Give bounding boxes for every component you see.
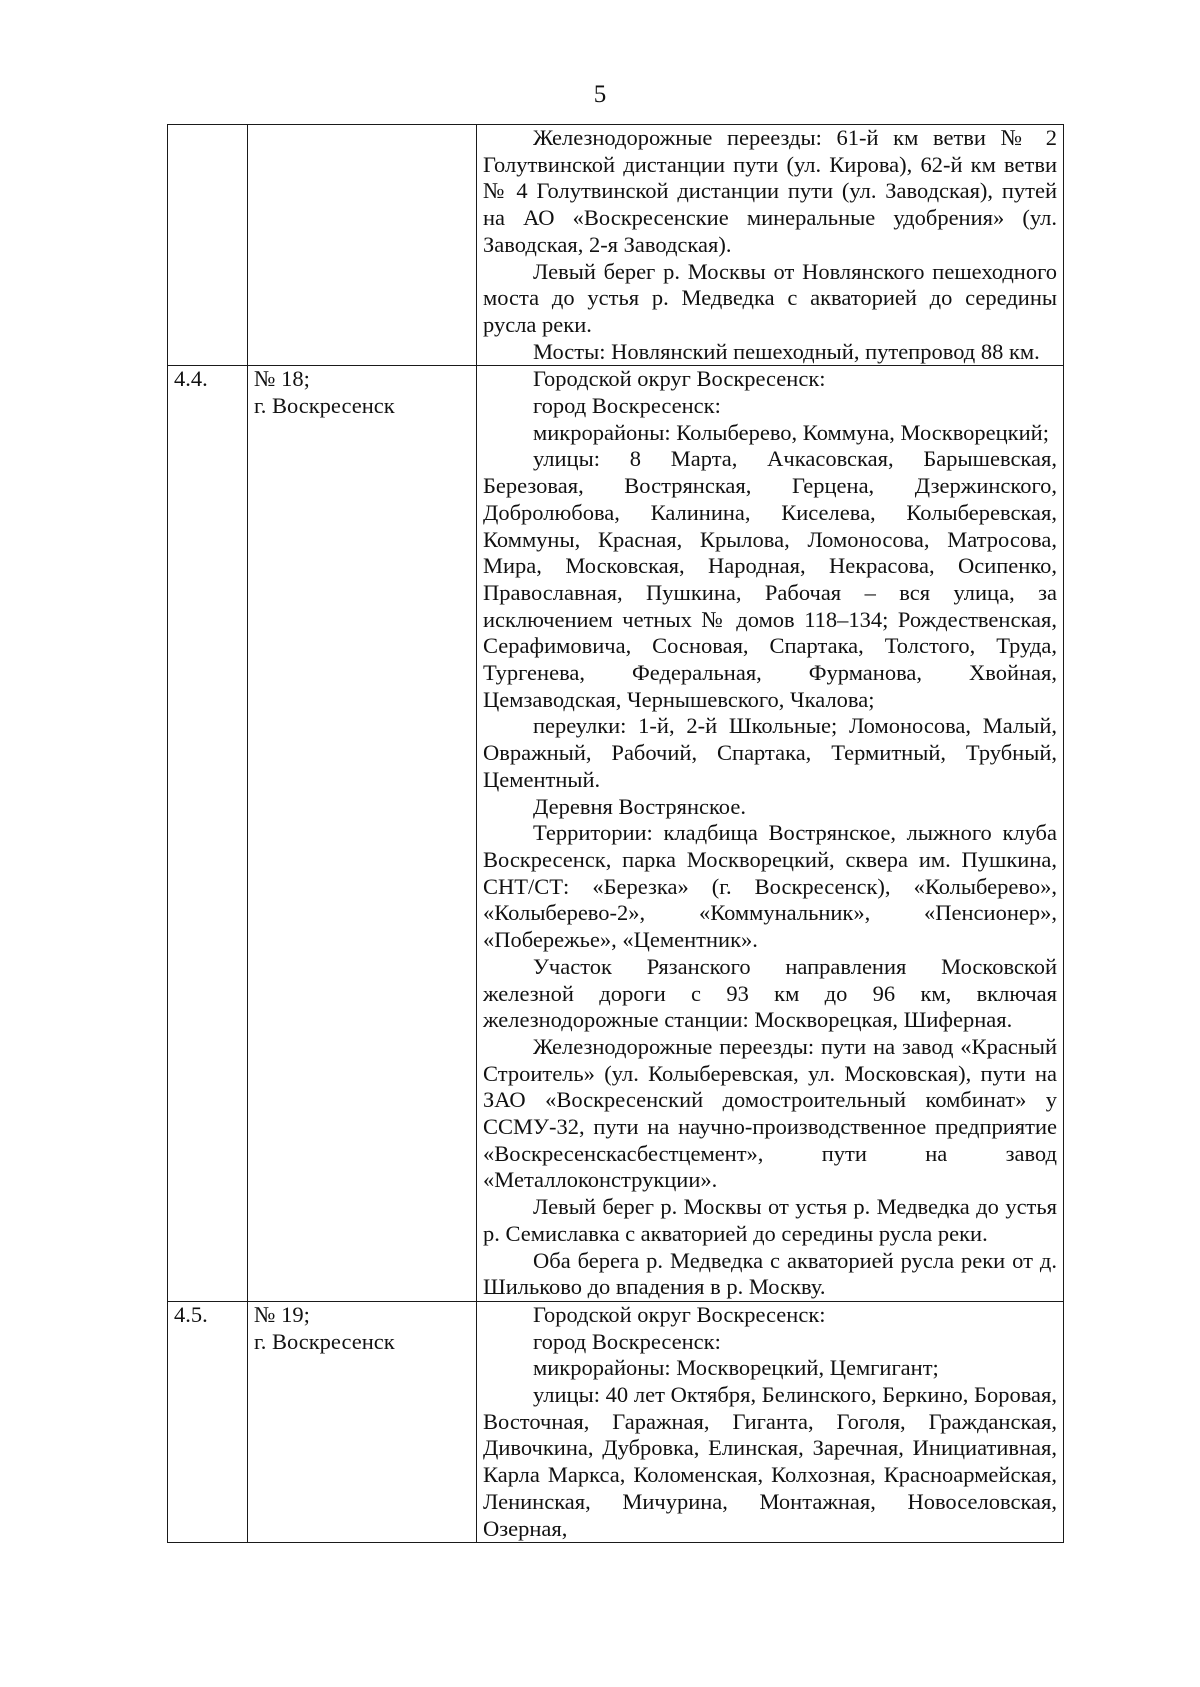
description-paragraph: Участок Рязанского направления Московской железной дороги с 93 км до 96 км, включая железнодорожные станции: Москворецкая, Шиферная.	[483, 953, 1057, 1033]
table-row	[168, 366, 1064, 1302]
description-paragraph: микрорайоны: Москворецкий, Цемгигант;	[533, 1355, 939, 1381]
description-paragraph: Городской округ Воскресенск:	[533, 366, 826, 392]
district-table	[167, 124, 1064, 1543]
page-number: 5	[593, 81, 607, 108]
row-number-cell: 4.5.	[168, 1301, 248, 1542]
description-cell	[477, 1301, 1064, 1542]
description-paragraph: Железнодорожные переезды: пути на завод «Красный Строитель» (ул. Колыберевская, ул. Московская), пути на ЗАО «Воскресенский домостроительный комбинат» у ССМУ-32, пути на научно-производственное предприятие «Воскресенскасбестцемент», пути на завод «Металлоконструкции».	[483, 1033, 1057, 1193]
district-city: г. Воскресенск	[254, 393, 395, 419]
description-paragraph: город Воскресенск:	[533, 1328, 721, 1354]
description-cell	[477, 125, 1064, 366]
district-number: № 18;	[254, 366, 310, 392]
description-paragraph: улицы: 40 лет Октября, Белинского, Беркино, Боровая, Восточная, Гаражная, Гиганта, Гоголя, Гражданская, Дивочкина, Дубровка, Елинская, Заречная, Инициативная, Карла Маркса, Коломенская, Колхозная, Красноармейская, Ленинская, Мичурина, Монтажная, Новоселовская, Озерная,	[483, 1382, 1057, 1541]
table-row	[168, 1301, 1064, 1542]
district-cell	[248, 1301, 477, 1542]
description-paragraph: микрорайоны: Колыберево, Коммуна, Москворецкий;	[533, 419, 1049, 445]
district-cell	[248, 366, 477, 1302]
district-city: г. Воскресенск	[254, 1328, 395, 1354]
row-number-cell: 4.4.	[168, 366, 248, 1302]
description-paragraph: Оба берега р. Медведка с акваторией русла реки от д. Шильково до впадения в р. Москву.	[483, 1247, 1057, 1300]
description-paragraph: Железнодорожные переезды: 61-й км ветви № 2 Голутвинской дистанции пути (ул. Кирова), 62-й км ветви № 4 Голутвинской дистанции пути (ул. Заводская), путей на АО «Воскресенские минеральные удобрения» (ул. Заводская, 2-я Заводская).	[483, 125, 1057, 257]
description-paragraph: Территории: кладбища Вострянское, лыжного клуба Воскресенск, парка Москворецкий, сквера им. Пушкина, СНТ/СТ: «Березка» (г. Воскресенск), «Колыберево», «Колыберево-2», «Коммунальник», «Пенсионер», «Побережье», «Цементник».	[483, 820, 1057, 953]
district-number: № 19;	[254, 1301, 310, 1327]
description-paragraph: Деревня Вострянское.	[533, 793, 746, 819]
row-number-cell	[168, 125, 248, 366]
description-paragraph: Городской округ Воскресенск:	[533, 1301, 826, 1327]
description-paragraph: Мосты: Новлянский пешеходный, путепровод 88 км.	[533, 338, 1040, 364]
description-paragraph: город Воскресенск:	[533, 393, 721, 419]
description-paragraph: Левый берег р. Москвы от Новлянского пешеходного моста до устья р. Медведка с акваторией до середины русла реки.	[483, 258, 1057, 337]
district-cell	[248, 125, 477, 366]
description-paragraph: улицы: 8 Марта, Ачкасовская, Барышевская, Березовая, Вострянская, Герцена, Дзержинского, Добролюбова, Калинина, Киселева, Колыберевская, Коммуны, Красная, Крылова, Ломоносова, Матросова, Мира, Московская, Народная, Некрасова, Осипенко, Православная, Пушкина, Рабочая – вся улица, за исключением четных № домов 118–134; Рождественская, Серафимовича, Сосновая, Спартака, Толстого, Труда, Тургенева, Федеральная, Фурманова, Хвойная, Цемзаводская, Чернышевского, Чкалова;	[483, 446, 1057, 712]
table-row	[168, 125, 1064, 366]
description-paragraph: переулки: 1-й, 2-й Школьные; Ломоносова, Малый, Овражный, Рабочий, Спартака, Термитный, Трубный, Цементный.	[483, 713, 1057, 792]
description-paragraph: Левый берег р. Москвы от устья р. Медведка до устья р. Семиславка с акваторией до середины русла реки.	[483, 1194, 1057, 1246]
description-cell	[477, 366, 1064, 1302]
